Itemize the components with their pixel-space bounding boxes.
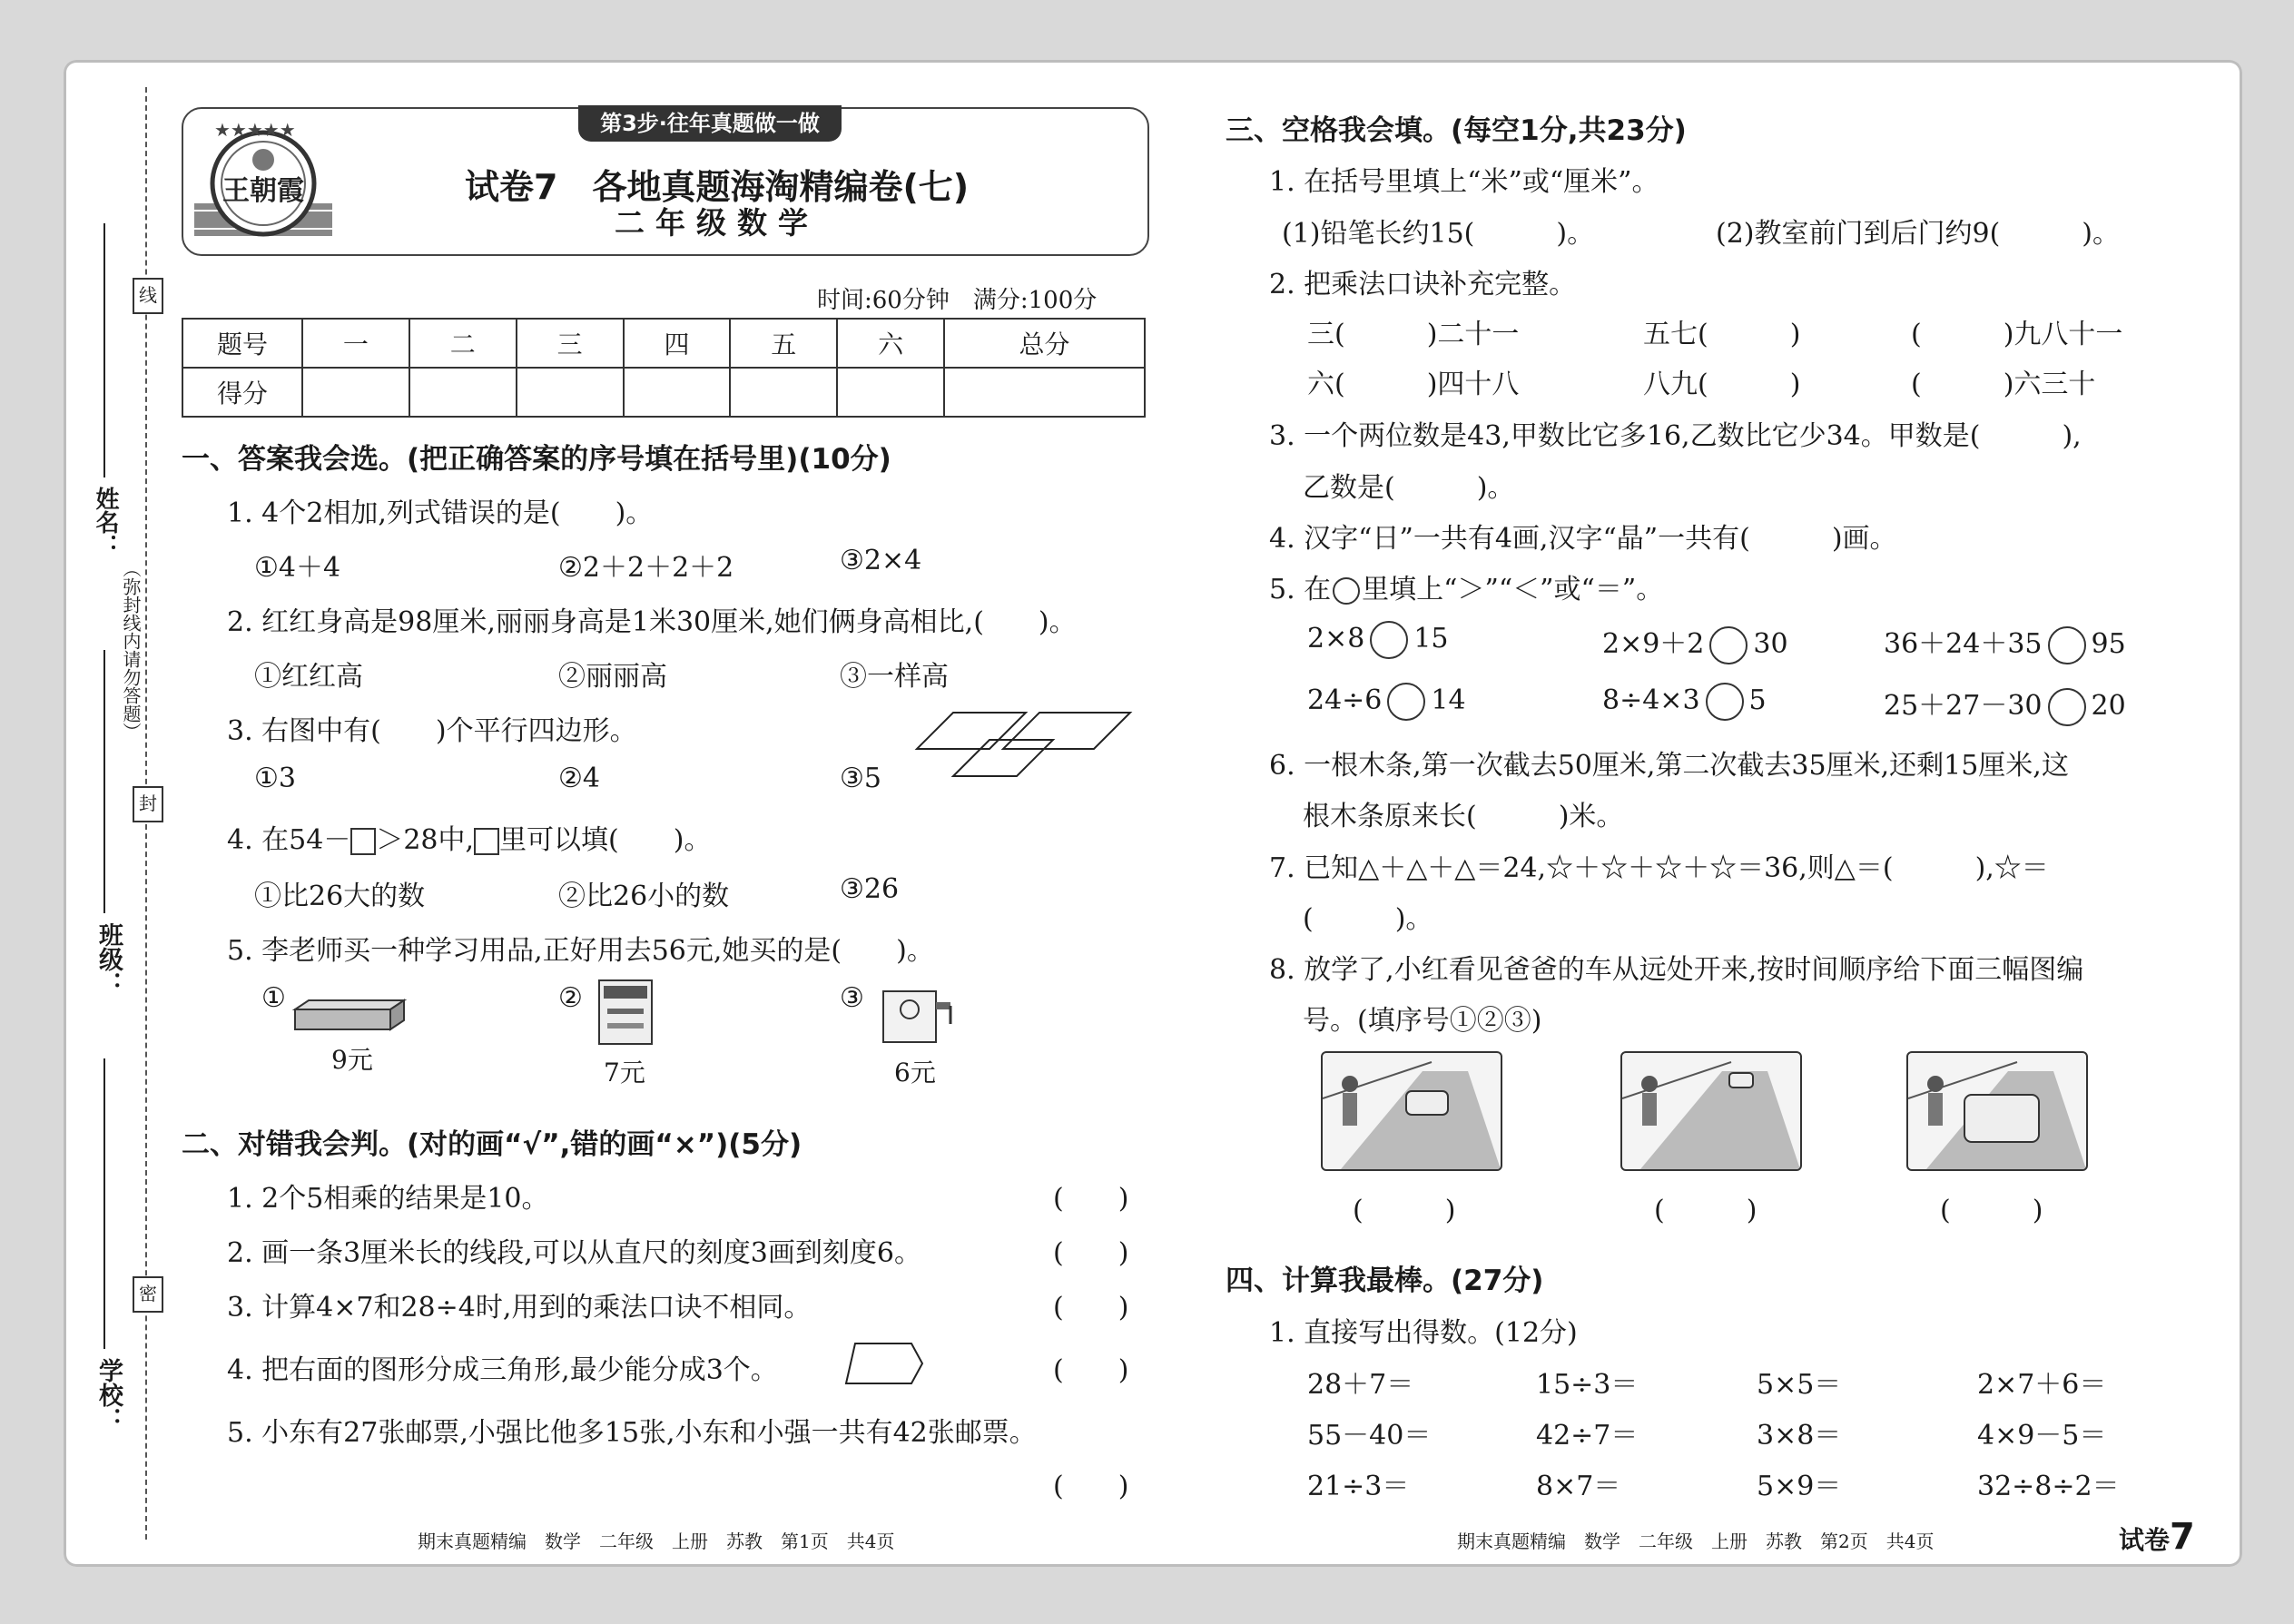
- calc-item[interactable]: 32÷8÷2＝: [1977, 1471, 2120, 1502]
- section3-heading: 三、空格我会填。(每空1分,共23分): [1226, 114, 1687, 147]
- calc-item[interactable]: 55－40＝: [1307, 1420, 1432, 1452]
- calc-item[interactable]: 42÷7＝: [1536, 1420, 1639, 1452]
- calc-item[interactable]: 28＋7＝: [1307, 1369, 1414, 1401]
- street-picture-2: [1620, 1051, 1802, 1171]
- score-value-row: [182, 368, 1145, 417]
- s3-q5-compare-6[interactable]: 25＋27－30 20: [1884, 683, 2126, 726]
- score-cell[interactable]: [730, 368, 837, 417]
- s1-q4-option-a[interactable]: ①比26大的数: [254, 881, 426, 912]
- score-table: [182, 318, 1146, 418]
- s3-question-5: 5. 在 里填上“＞”“＜”或“＝”。: [1269, 574, 1664, 605]
- s1-q2-option-b[interactable]: ②丽丽高: [558, 661, 667, 693]
- seal-note: （弥封线内请勿答题）: [120, 559, 142, 741]
- calc-item[interactable]: 3×8＝: [1757, 1420, 1842, 1452]
- s1-q2-option-a[interactable]: ①红红高: [254, 661, 363, 693]
- score-header-cell: 五: [730, 319, 837, 368]
- hexagon-figure: [842, 1340, 926, 1387]
- s3-question-6-line2: 根木条原来长( )米。: [1303, 801, 1624, 832]
- s2-item-3: 3. 计算4×7和28÷4时,用到的乘法口诀不相同。: [227, 1292, 812, 1324]
- score-header-cell: 二: [409, 319, 517, 368]
- s3-q8-answer-1[interactable]: ( ): [1353, 1195, 1456, 1226]
- s2-answer-5[interactable]: ( ): [1053, 1471, 1129, 1502]
- score-header-cell: 四: [624, 319, 731, 368]
- s3-q2-r2-a[interactable]: 六( )四十八: [1307, 369, 1520, 400]
- s2-item-5: 5. 小东有27张邮票,小强比他多15张,小东和小强一共有42张邮票。: [227, 1417, 1037, 1449]
- brand-logo: [187, 113, 340, 249]
- s3-q1-part-a[interactable]: (1)铅笔长约15( )。: [1282, 218, 1595, 250]
- s3-q8-answer-2[interactable]: ( ): [1654, 1195, 1757, 1226]
- calc-item[interactable]: 8×7＝: [1536, 1471, 1621, 1502]
- s3-question-4: 4. 汉字“日”一共有4画,汉字“晶”一共有( )画。: [1269, 523, 1897, 555]
- score-cell[interactable]: [837, 368, 944, 417]
- s3-q2-r1-b[interactable]: 五七( ): [1643, 319, 1801, 350]
- logo-text: 王朝霞: [222, 175, 304, 207]
- s1-q3-option-b[interactable]: ②4: [558, 763, 600, 794]
- header-box: [182, 107, 1149, 256]
- exam-sheet: [64, 60, 2242, 1567]
- score-row-label: 得分: [182, 368, 302, 417]
- s1-question-5: 5. 李老师买一种学习用品,正好用去56元,她买的是( )。: [227, 935, 934, 967]
- s2-answer-2[interactable]: ( ): [1053, 1237, 1129, 1269]
- s3-q5-compare-5[interactable]: 8÷4×3 5: [1602, 683, 1767, 721]
- seal-char-mi: 密: [133, 1276, 163, 1313]
- calc-item[interactable]: 5×5＝: [1757, 1369, 1842, 1401]
- s3-q2-r2-b[interactable]: 八九( ): [1643, 369, 1801, 400]
- s2-item-1: 1. 2个5相乘的结果是10。: [227, 1183, 549, 1215]
- paper-label: 试卷7: [2119, 1516, 2195, 1558]
- s3-question-3-line2: 乙数是( )。: [1303, 472, 1515, 504]
- s3-q5-compare-4[interactable]: 24÷6 14: [1307, 683, 1466, 721]
- s1-question-3: 3. 右图中有( )个平行四边形。: [227, 715, 637, 747]
- s3-question-7-line1: 7. 已知△＋△＋△＝24,☆＋☆＋☆＋☆＝36,则△＝( ),☆＝: [1269, 852, 2049, 884]
- price-a: 9元: [331, 1045, 373, 1075]
- s1-q5-option-b[interactable]: ②: [558, 982, 583, 1014]
- sharpener-icon: [876, 982, 958, 1048]
- section2-heading: 二、对错我会判。(对的画“√”,错的画“×”)(5分): [182, 1128, 802, 1161]
- calc-item[interactable]: 15÷3＝: [1536, 1369, 1639, 1401]
- step-tab: 第3步·往年真题做一做: [578, 105, 842, 142]
- s1-q1-option-a[interactable]: ①4＋4: [254, 552, 341, 584]
- binding-margin: [64, 60, 182, 1567]
- school-line: [103, 1058, 105, 1349]
- blank-square: [350, 828, 376, 855]
- s2-answer-1[interactable]: ( ): [1053, 1183, 1129, 1215]
- s1-q5-option-a[interactable]: ①: [261, 982, 286, 1014]
- score-cell[interactable]: [302, 368, 409, 417]
- street-picture-1: [1321, 1051, 1502, 1171]
- s2-answer-3[interactable]: ( ): [1053, 1292, 1129, 1324]
- s1-q4-option-c[interactable]: ③26: [840, 873, 900, 905]
- section4-heading: 四、计算我最棒。(27分): [1226, 1265, 1544, 1297]
- price-c: 6元: [894, 1058, 936, 1088]
- s1-q1-option-c[interactable]: ③2×4: [840, 545, 922, 576]
- s1-question-1: 1. 4个2相加,列式错误的是( )。: [227, 497, 654, 529]
- s3-question-7-line2: ( )。: [1303, 903, 1433, 935]
- parallelogram-figure: [908, 708, 1135, 781]
- exam-title: 试卷7 各地真题海淘精编卷(七): [465, 167, 970, 207]
- s3-q2-r1-a[interactable]: 三( )二十一: [1307, 319, 1520, 350]
- footer-right: 期末真题精编 数学 二年级 上册 苏教 第2页 共4页: [1457, 1530, 1935, 1552]
- s3-question-3-line1: 3. 一个两位数是43,甲数比它多16,乙数比它少34。甲数是( ),: [1269, 420, 2082, 452]
- s1-q4-option-b[interactable]: ②比26小的数: [558, 881, 730, 912]
- exam-info: 时间:60分钟 满分:100分: [817, 287, 1098, 314]
- compare-circle[interactable]: [1370, 621, 1408, 659]
- score-cell[interactable]: [409, 368, 517, 417]
- s3-q2-r2-c[interactable]: ( )六三十: [1911, 369, 2096, 400]
- s1-question-2: 2. 红红身高是98厘米,丽丽身高是1米30厘米,她们俩身高相比,( )。: [227, 606, 1077, 638]
- calc-item[interactable]: 4×9－5＝: [1977, 1420, 2107, 1452]
- compare-circle: [1333, 577, 1360, 605]
- s1-q3-option-c[interactable]: ③5: [840, 763, 881, 794]
- s1-q1-option-b[interactable]: ②2＋2＋2＋2: [558, 552, 734, 584]
- name-label: 姓名：: [92, 487, 119, 557]
- s3-q8-answer-3[interactable]: ( ): [1940, 1195, 2043, 1226]
- exam-subtitle: 二年级数学: [615, 205, 819, 241]
- score-header-cell: 题号: [182, 319, 302, 368]
- s4-question-1: 1. 直接写出得数。(12分): [1269, 1317, 1578, 1349]
- s3-question-2: 2. 把乘法口诀补充完整。: [1269, 269, 1577, 300]
- paint-box-icon: [595, 975, 658, 1048]
- footer-left: 期末真题精编 数学 二年级 上册 苏教 第1页 共4页: [418, 1530, 895, 1552]
- s3-q5-compare-2[interactable]: 2×9＋2 30: [1602, 621, 1788, 664]
- compare-circle[interactable]: [1709, 626, 1748, 664]
- s3-q2-r1-c[interactable]: ( )九八十一: [1911, 319, 2123, 350]
- s3-question-6-line1: 6. 一根木条,第一次截去50厘米,第二次截去35厘米,还剩15厘米,这: [1269, 750, 2069, 782]
- calc-item[interactable]: 21÷3＝: [1307, 1471, 1410, 1502]
- s3-question-8-line2: 号。(填序号①②③): [1303, 1005, 1542, 1037]
- score-cell[interactable]: [517, 368, 624, 417]
- seal-char-xian: 线: [133, 278, 163, 314]
- score-header-cell: 一: [302, 319, 409, 368]
- s1-q5-option-c[interactable]: ③: [840, 982, 864, 1014]
- svg-text:★★★★★: ★★★★★: [214, 119, 296, 141]
- s2-item-2: 2. 画一条3厘米长的线段,可以从直尺的刻度3画到刻度6。: [227, 1237, 921, 1269]
- school-label: 学校：: [94, 1358, 123, 1432]
- s3-question-1: 1. 在括号里填上“米”或“厘米”。: [1269, 166, 1659, 198]
- score-header-cell: 六: [837, 319, 944, 368]
- score-header-cell: 三: [517, 319, 624, 368]
- calc-item[interactable]: 2×7＋6＝: [1977, 1369, 2107, 1401]
- street-picture-3: [1906, 1051, 2088, 1171]
- calc-item[interactable]: 5×9＝: [1757, 1471, 1842, 1502]
- class-label: 班级：: [94, 922, 123, 996]
- s3-question-8-line1: 8. 放学了,小红看见爸爸的车从远处开来,按时间顺序给下面三幅图编: [1269, 954, 2084, 986]
- name-line: [103, 223, 105, 477]
- seal-char-feng: 封: [133, 786, 163, 822]
- s1-q2-option-c[interactable]: ③一样高: [840, 661, 949, 693]
- s1-q3-option-a[interactable]: ①3: [254, 763, 296, 794]
- s3-q5-compare-3[interactable]: 36＋24＋35 95: [1884, 621, 2126, 664]
- s1-question-4: 4. 在54－ ＞28中, 里可以填( )。: [227, 824, 712, 856]
- score-cell[interactable]: [944, 368, 1145, 417]
- s2-answer-4[interactable]: ( ): [1053, 1354, 1129, 1386]
- section1-heading: 一、答案我会选。(把正确答案的序号填在括号里)(10分): [182, 443, 891, 476]
- score-header-cell: 总分: [944, 319, 1145, 368]
- score-cell[interactable]: [624, 368, 731, 417]
- s3-q5-compare-1[interactable]: 2×8 15: [1307, 621, 1449, 659]
- score-header-row: [182, 319, 1145, 368]
- compare-circle[interactable]: [2048, 626, 2086, 664]
- class-line: [103, 650, 105, 913]
- blank-square: [474, 828, 499, 855]
- price-b: 7元: [604, 1058, 645, 1088]
- pencil-box-icon: [290, 991, 409, 1037]
- s2-item-4: 4. 把右面的图形分成三角形,最少能分成3个。: [227, 1354, 778, 1386]
- compare-circle[interactable]: [2048, 688, 2086, 726]
- s3-q1-part-b[interactable]: (2)教室前门到后门约9( )。: [1716, 218, 2120, 250]
- compare-circle[interactable]: [1387, 683, 1425, 721]
- compare-circle[interactable]: [1706, 683, 1744, 721]
